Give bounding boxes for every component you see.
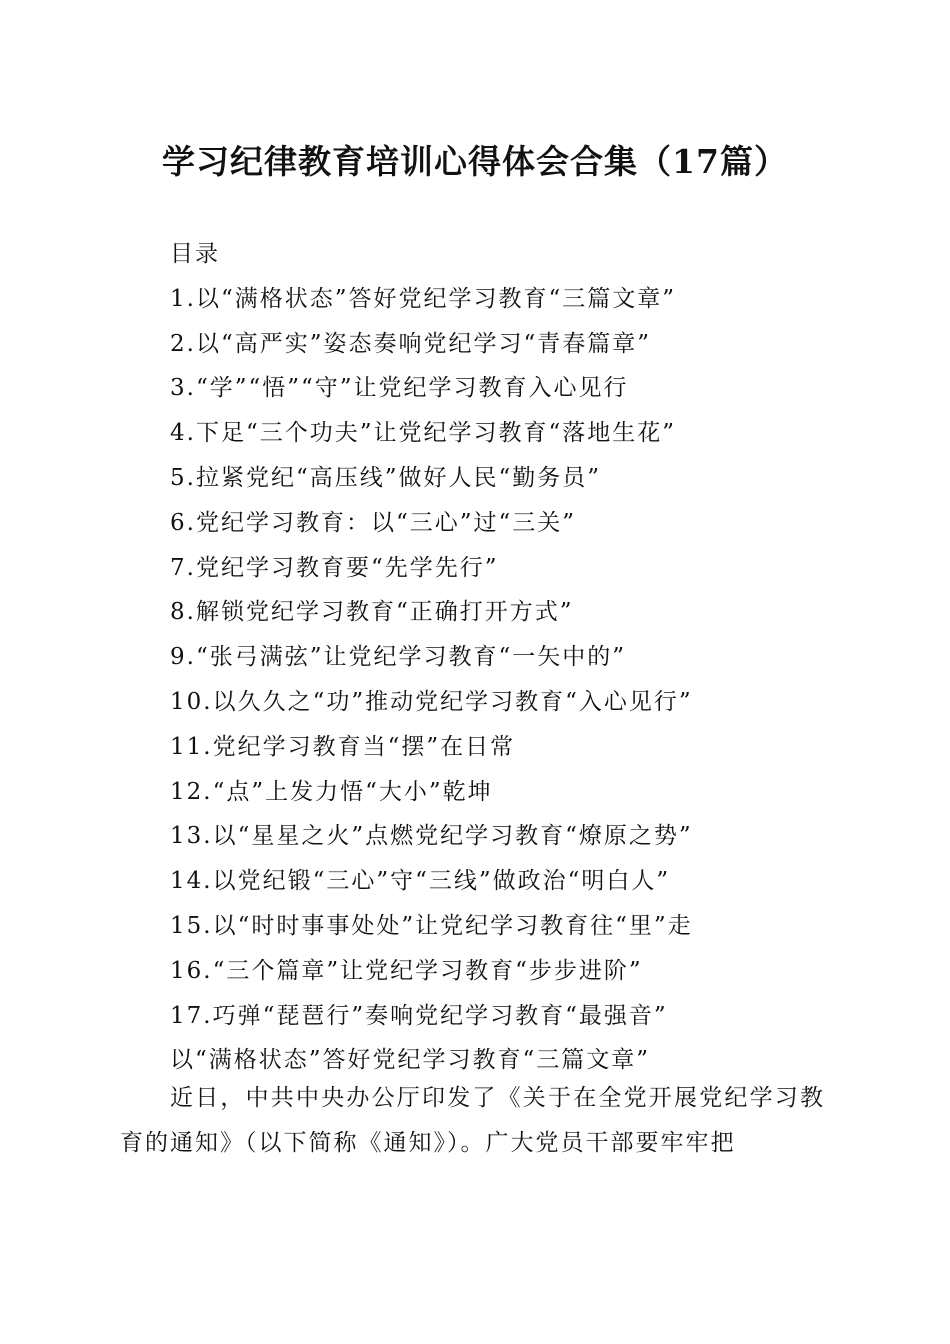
toc-item-17: 17.巧弹“琵琶行”奏响党纪学习教育“最强音” bbox=[170, 1002, 668, 1029]
toc-item-12: 12.“点”上发力悟“大小”乾坤 bbox=[170, 778, 493, 805]
body-paragraph: 近日，中共中央办公厅印发了《关于在全党开展党纪学习教育的通知》（以下简称《通知》）。广大党员干部要牢牢把 bbox=[120, 1085, 825, 1156]
toc-item-9: 9.“张弓满弦”让党纪学习教育“一矢中的” bbox=[170, 644, 626, 671]
toc-heading: 目录 bbox=[170, 241, 220, 267]
section-heading: 以“满格状态”答好党纪学习教育“三篇文章” bbox=[170, 1047, 651, 1074]
toc-item-2: 2.以“高严实”姿态奏响党纪学习“青春篇章” bbox=[170, 330, 651, 357]
toc-item-14: 14.以党纪锻“三心”守“三线”做政治“明白人” bbox=[170, 868, 671, 895]
toc-item-10: 10.以久久之“功”推动党纪学习教育“入心见行” bbox=[170, 688, 693, 715]
toc-item-11: 11.党纪学习教育当“摆”在日常 bbox=[170, 733, 516, 760]
toc-item-3: 3.“学”“悟”“守”让党纪学习教育入心见行 bbox=[170, 375, 629, 402]
toc-item-6: 6.党纪学习教育：以“三心”过“三关” bbox=[170, 509, 576, 536]
toc-item-7: 7.党纪学习教育要“先学先行” bbox=[170, 554, 499, 581]
toc-item-16: 16.“三个篇章”让党纪学习教育“步步进阶” bbox=[170, 957, 643, 984]
toc-item-5: 5.拉紧党纪“高压线”做好人民“勤务员” bbox=[170, 464, 601, 491]
toc-item-4: 4.下足“三个功夫”让党纪学习教育“落地生花” bbox=[170, 420, 676, 447]
toc-item-1: 1.以“满格状态”答好党纪学习教育“三篇文章” bbox=[170, 285, 676, 312]
toc-item-8: 8.解锁党纪学习教育“正确打开方式” bbox=[170, 599, 574, 626]
toc-item-13: 13.以“星星之火”点燃党纪学习教育“燎原之势” bbox=[170, 823, 693, 850]
table-of-contents bbox=[170, 232, 870, 1083]
document-title: 学习纪律教育培训心得体会合集（17篇） bbox=[162, 142, 788, 181]
toc-item-15: 15.以“时时事事处处”让党纪学习教育往“里”走 bbox=[170, 912, 693, 939]
